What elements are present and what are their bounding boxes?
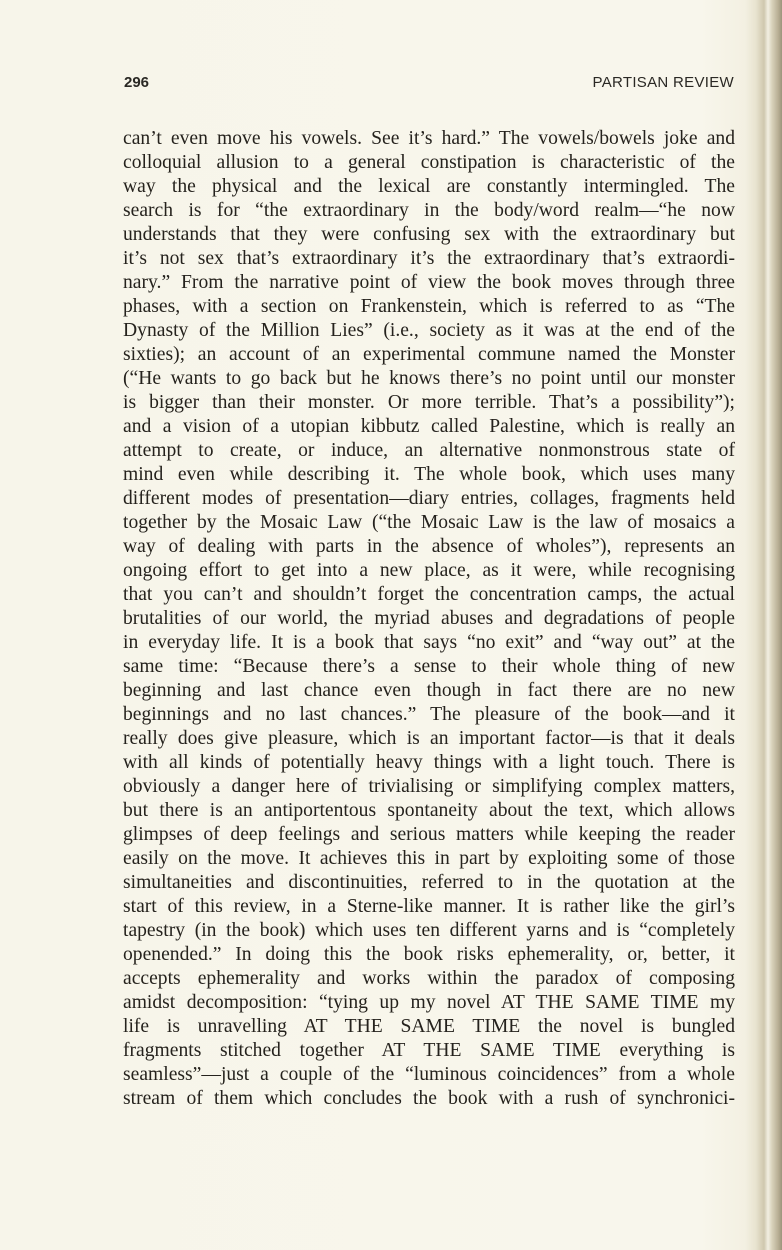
- text-line: beginnings and no last chances.” The pleasure of the book—and it: [123, 704, 735, 725]
- text-line: fragments stitched together AT THE SAME TIME everything is: [123, 1040, 735, 1061]
- text-line: is bigger than their monster. Or more terrible. That’s a possibility”);: [123, 392, 735, 413]
- text-line: together by the Mosaic Law (“the Mosaic Law is the law of mosaics a: [123, 512, 735, 533]
- text-line: attempt to create, or induce, an alternative nonmonstrous state of: [123, 440, 735, 461]
- text-line: brutalities of our world, the myriad abuses and degradations of people: [123, 608, 735, 629]
- page-number: 296: [124, 74, 150, 91]
- text-line: that you can’t and shouldn’t forget the concentration camps, the actual: [123, 584, 735, 605]
- text-line: way of dealing with parts in the absence of wholes”), represents an: [123, 536, 735, 557]
- body-text: [123, 127, 735, 1111]
- text-line: and a vision of a utopian kibbutz called Palestine, which is really an: [123, 416, 735, 437]
- text-line: really does give pleasure, which is an important factor—is that it deals: [123, 728, 735, 749]
- text-line: (“He wants to go back but he knows there’s no point until our monster: [123, 368, 735, 389]
- text-line: beginning and last chance even though in fact there are no new: [123, 680, 735, 701]
- text-line: it’s not sex that’s extraordinary it’s the extraordinary that’s extraordi-: [123, 248, 735, 269]
- text-line: nary.” From the narrative point of view the book moves through three: [123, 272, 735, 293]
- text-line: amidst decomposition: “tying up my novel AT THE SAME TIME my: [123, 992, 735, 1013]
- text-line: can’t even move his vowels. See it’s hard.” The vowels/bowels joke and: [123, 128, 735, 149]
- text-line: with all kinds of potentially heavy things with a light touch. There is: [123, 752, 735, 773]
- text-line: easily on the move. It achieves this in part by exploiting some of those: [123, 848, 735, 869]
- text-line: stream of them which concludes the book with a rush of synchronici-: [123, 1088, 735, 1109]
- text-line: colloquial allusion to a general constipation is characteristic of the: [123, 152, 735, 173]
- text-line: ongoing effort to get into a new place, as it were, while recognising: [123, 560, 735, 581]
- text-line: in everyday life. It is a book that says “no exit” and “way out” at the: [123, 632, 735, 653]
- text-line: Dynasty of the Million Lies” (i.e., society as it was at the end of the: [123, 320, 735, 341]
- text-line: understands that they were confusing sex with the extraordinary but: [123, 224, 735, 245]
- text-line: way the physical and the lexical are constantly intermingled. The: [123, 176, 735, 197]
- text-line: obviously a danger here of trivialising or simplifying complex matters,: [123, 776, 735, 797]
- text-line: seamless”—just a couple of the “luminous coincidences” from a whole: [123, 1064, 735, 1085]
- text-line: same time: “Because there’s a sense to their whole thing of new: [123, 656, 735, 677]
- text-line: different modes of presentation—diary entries, collages, fragments held: [123, 488, 735, 509]
- text-line: accepts ephemerality and works within the paradox of composing: [123, 968, 735, 989]
- text-line: but there is an antiportentous spontaneity about the text, which allows: [123, 800, 735, 821]
- text-line: sixties); an account of an experimental commune named the Monster: [123, 344, 735, 365]
- text-line: phases, with a section on Frankenstein, which is referred to as “The: [123, 296, 735, 317]
- page-header: [124, 74, 734, 96]
- text-line: mind even while describing it. The whole book, which uses many: [123, 464, 735, 485]
- text-line: glimpses of deep feelings and serious matters while keeping the reader: [123, 824, 735, 845]
- text-line: openended.” In doing this the book risks ephemerality, or, better, it: [123, 944, 735, 965]
- running-title: PARTISAN REVIEW: [592, 74, 734, 91]
- text-line: life is unravelling AT THE SAME TIME the novel is bungled: [123, 1016, 735, 1037]
- text-line: start of this review, in a Sterne-like manner. It is rather like the girl’s: [123, 896, 735, 917]
- text-line: search is for “the extraordinary in the body/word realm—“he now: [123, 200, 735, 221]
- text-line: tapestry (in the book) which uses ten different yarns and is “completely: [123, 920, 735, 941]
- text-line: simultaneities and discontinuities, referred to in the quotation at the: [123, 872, 735, 893]
